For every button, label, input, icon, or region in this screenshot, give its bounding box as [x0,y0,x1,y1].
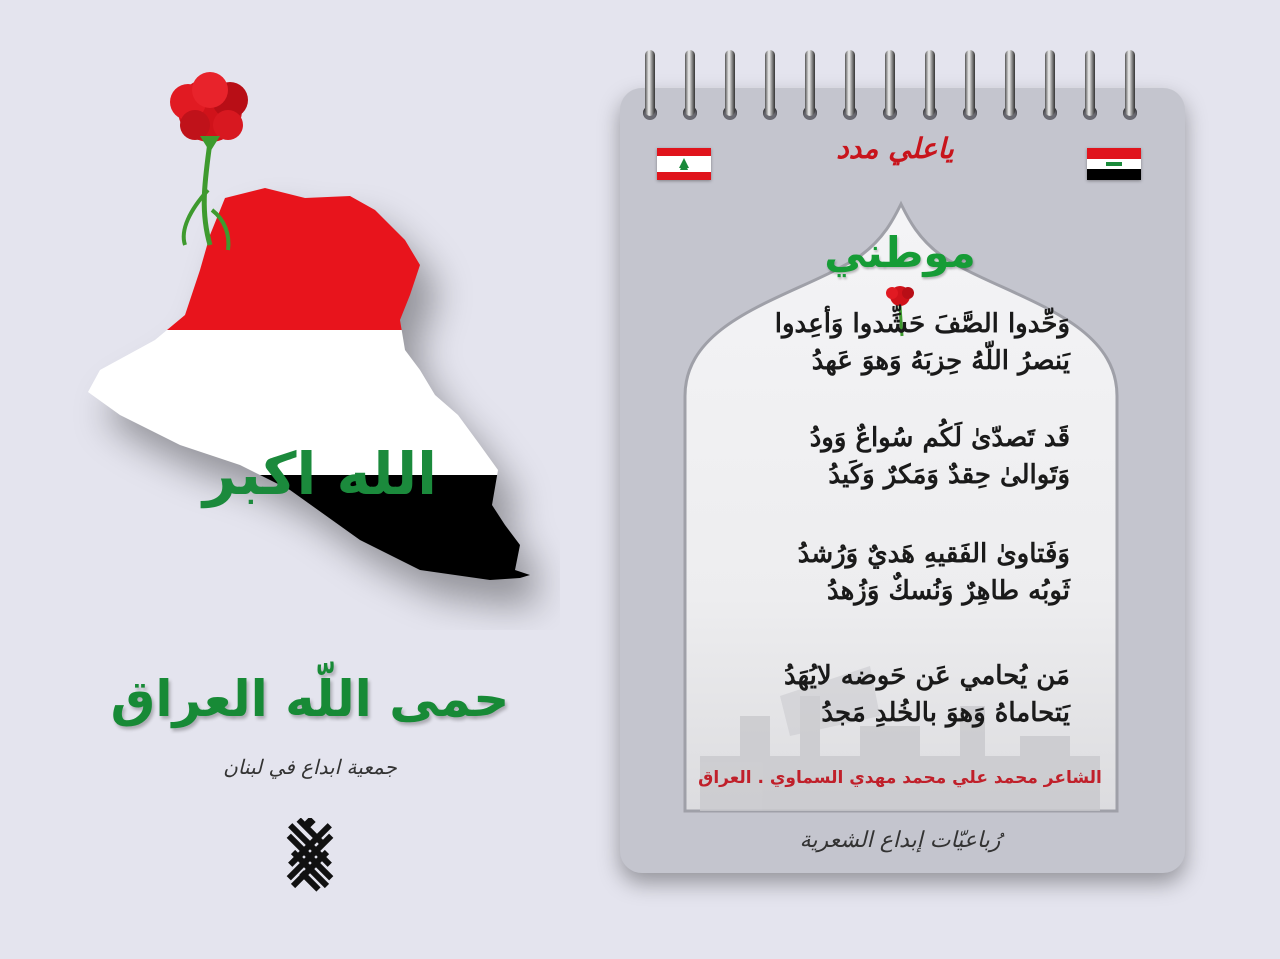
map-slogan: الله اكبر [202,440,438,508]
association-logo-icon [272,818,348,894]
collection-name: رُباعيّات إبداع الشعرية [799,828,1001,853]
verse-line: يَتحاماهُ وَهوَ بالخُلدِ مَجدُ [821,698,1070,728]
iraq-flag-icon [1087,148,1141,180]
stanza [690,420,1070,494]
verse-line: وَفَتاوىٰ الفَقيهِ هَديٌ وَرُشدُ [797,539,1070,569]
verse-line: وَحِّدوا الصَّفَ حَشِّدوا وَأعِدوا [774,309,1070,339]
spiral-ring [885,50,895,116]
iraq-map-flag [60,70,560,630]
brand-logo: ياعلي مدد [836,132,954,165]
spiral-ring [805,50,815,116]
spiral-ring [725,50,735,116]
stanza [690,536,1070,610]
lebanon-flag-icon [657,148,711,180]
stanza [690,658,1070,732]
carnation-icon [170,72,248,152]
spiral-ring [1085,50,1095,116]
spiral-ring [1005,50,1015,116]
verse-line: وَتَوالىٰ حِقدٌ وَمَكرٌ وَكَيدُ [828,460,1070,490]
poet-credit: الشاعر محمد علي محمد مهدي السماوي . العراق [698,768,1102,788]
spiral-ring [765,50,775,116]
stanza [690,306,1070,380]
spiral-ring [645,50,655,116]
spiral-ring [1125,50,1135,116]
association-name: جمعية ابداع في لبنان [223,755,397,779]
spiral-ring [845,50,855,116]
verse-line: يَنصرُ اللّهُ حِزبَهُ وَهوَ عَهدُ [811,346,1070,376]
spiral-ring [965,50,975,116]
spiral-ring [685,50,695,116]
verse-line: ثَوبُه طاهِرٌ وَنُسكٌ وَزُهدُ [826,576,1070,606]
iraq-map-graphic [60,70,560,630]
verse-line: قَد تَصدّىٰ لَكُم سُواعٌ وَودُ [809,423,1070,453]
verse-line: مَن يُحامي عَن حَوضه لايُهَدُ [784,661,1070,691]
poem-title: موطني [824,228,976,277]
spiral-ring [925,50,935,116]
spiral-ring [1045,50,1055,116]
notebook-card [620,88,1185,873]
page-title: حمى اللّه العراق [110,670,510,728]
